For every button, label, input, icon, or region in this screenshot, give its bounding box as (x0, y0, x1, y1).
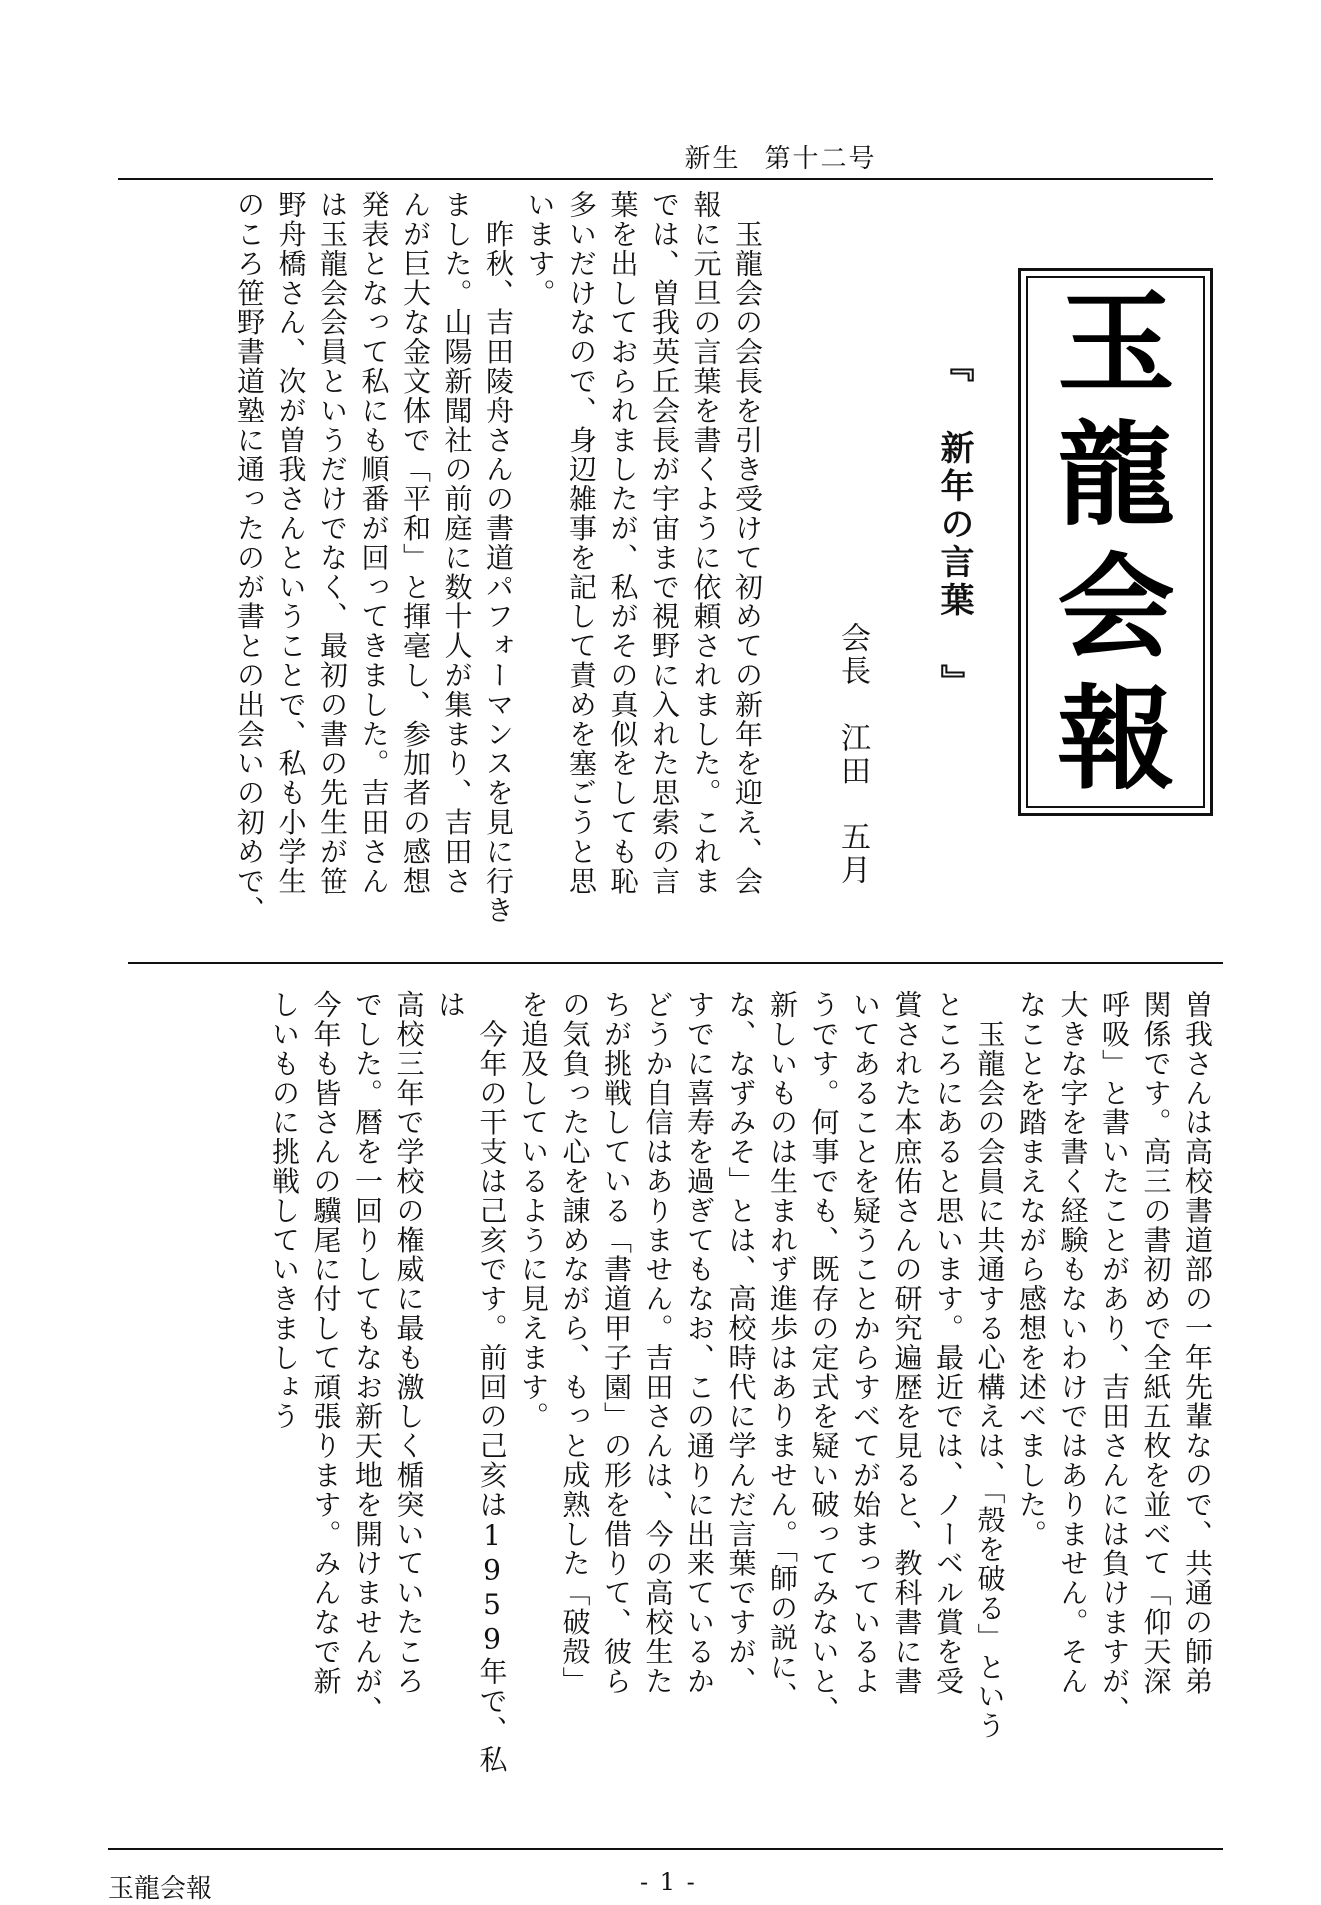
series-name: 新生 (684, 144, 741, 174)
section-divider (128, 962, 1223, 964)
issue-header (120, 138, 1321, 175)
article-title: 『 新年の言葉 』 (934, 348, 974, 702)
masthead-char-2: 龍 (1056, 410, 1175, 541)
masthead-char-1: 玉 (1056, 278, 1175, 409)
author-role: 会長 (835, 622, 870, 688)
page-number: - 1 - (640, 1868, 697, 1896)
masthead-char-4: 報 (1056, 674, 1175, 805)
issue-number: 第十二号 (764, 144, 877, 174)
author-name: 江田 五月 (835, 722, 870, 887)
article-top-text: 玉龍会の会長を引き受けて初めての新年を迎え、会 報に元旦の言葉を書くように依頼されました。これま では、曽我英丘会長が宇宙まで視野に入れた思索の言 葉を出しておられましたが、私がその真似をしても恥 多いだけなので、身辺雑事を記して責めを塞ごうと思 います。 昨秋、吉田陵舟さんの書道パフォーマンスを見に行き ました。山陽新聞社の前庭に数十人が集まり、吉田さ んが巨大な金文体で「平和」と揮毫し、参加者の感想 発表となって私にも順番が回ってきました。吉田さん は玉龍会会員というだけでなく、最初の書の先生が笹 野舟橋さん、次が曽我さんということで、私も小学生 のころ笹野書道塾に通ったのが書との出会いの初めで、 (233, 190, 764, 925)
masthead-char-3: 会 (1056, 542, 1175, 673)
footer-rule (108, 1848, 1223, 1850)
footer-publication: 玉龍会報 (108, 1874, 213, 1904)
article-bottom-text: 曽我さんは高校書道部の一年先輩なので、共通の師弟 関係です。高三の書初めで全紙五枚を並べて「仰天深 呼吸」と書いたことがあり、吉田さんには負けますが、 大きな字を書く経験もないわけではありません。そん なことを踏まえながら感想を述べました。 玉龍会の会員に共通する心構えは、「殻を破る」という ところにあると思います。最近では、ノーベル賞を受 賞された本庶佑さんの研究遍歴を見ると、教科書に書 いてあることを疑うことからすべてが始まっているよ うです。何事でも、既存の定式を疑い破ってみないと、 新しいものは生まれず進歩はありません。「師の説に、 な、なずみそ」とは、高校時代に学んだ言葉ですが、 すでに喜寿を過ぎてもなお、この通りに出来ているか どうか自信はありません。吉田さんは、今の高校生た ちが挑戦している「書道甲子園」の形を借りて、彼ら の気負った心を諌めながら、もっと成熟した「破殻」 を追及しているように見えます。 今年の干支は己亥です。前回の己亥は1959年で、私は 高校三年で学校の権威に最も激しく楯突いていたころ でした。暦を一回りしてもなお新天地を開けませんが、 今年も皆さんの驥尾に付して頑張ります。みんなで新 しいものに挑戦していきましょう (268, 990, 1214, 1775)
masthead-logo (1018, 268, 1213, 816)
author-line (830, 622, 874, 887)
header-rule (118, 178, 1213, 180)
